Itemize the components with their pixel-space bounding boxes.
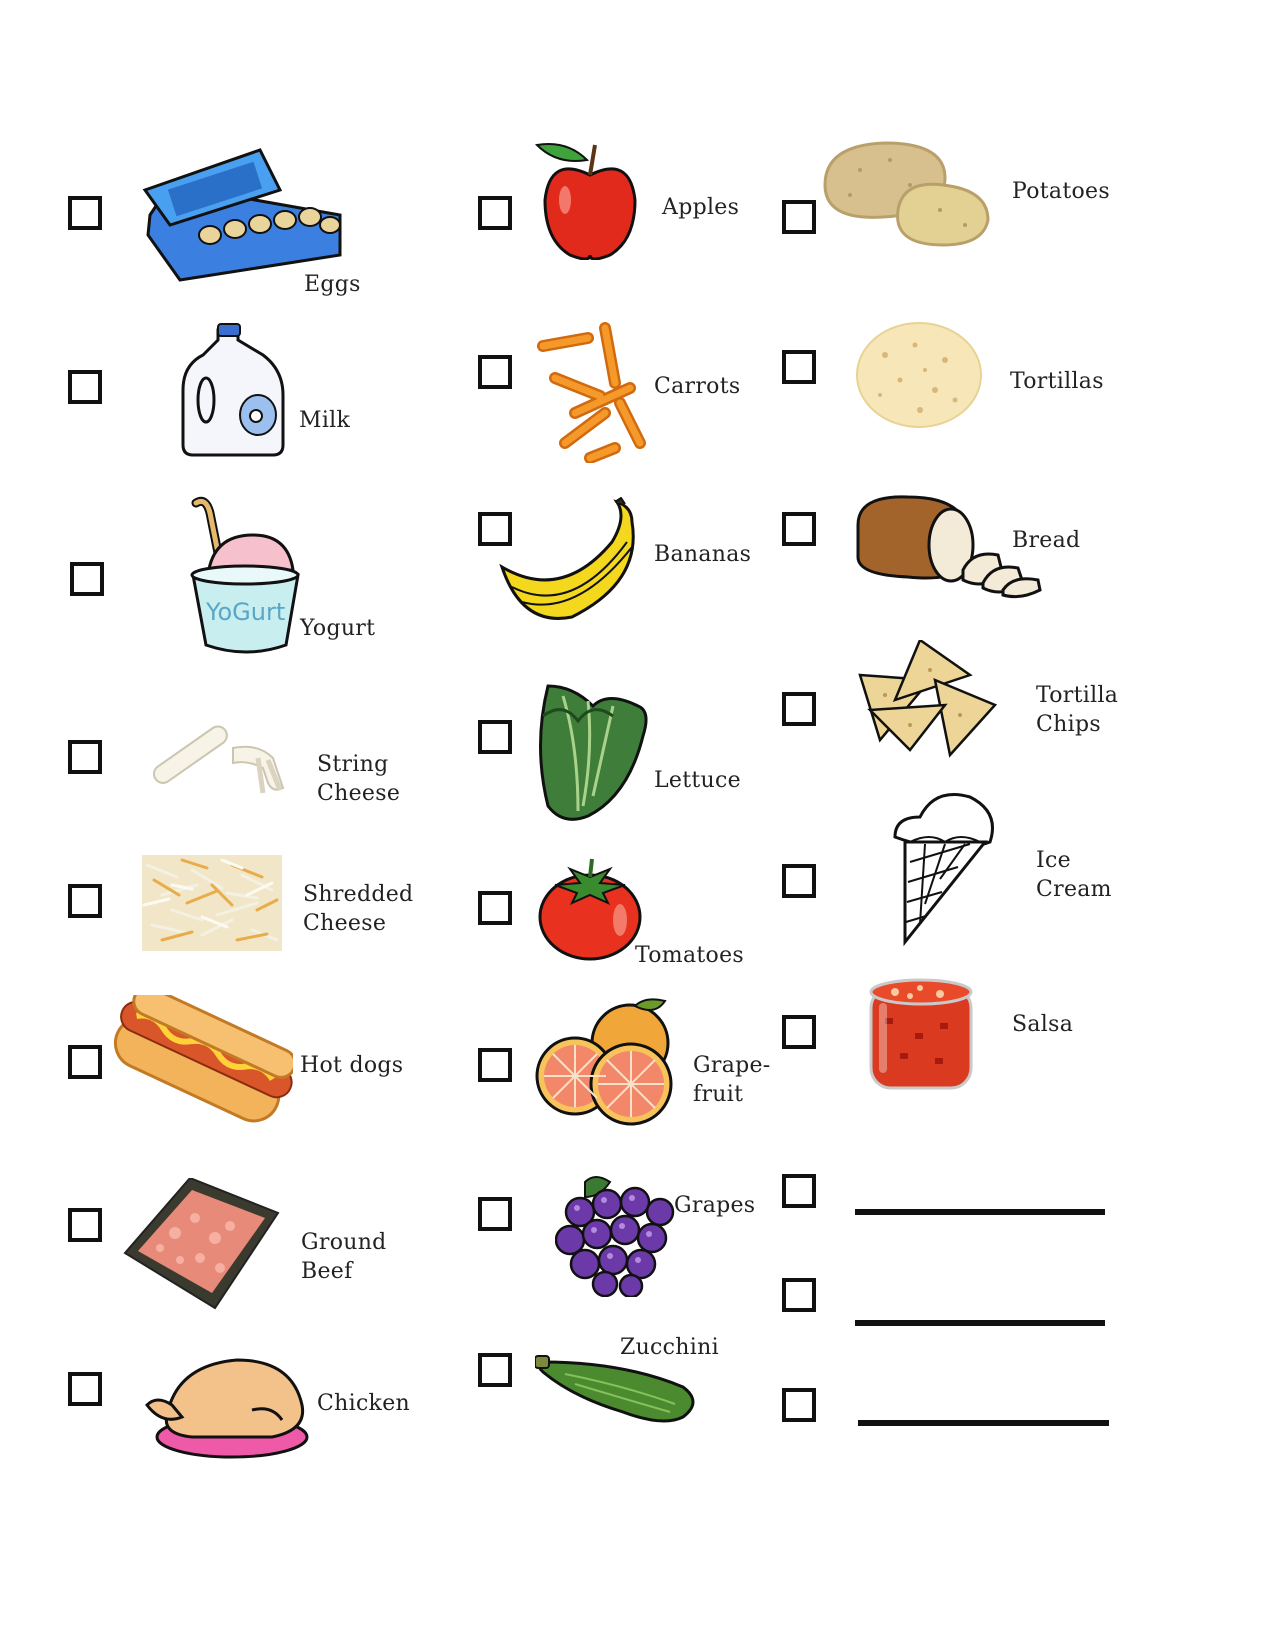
label-grapes: Grapes [674,1193,756,1218]
checkbox-potatoes[interactable] [782,200,816,234]
grapes-icon [555,1172,680,1297]
label-chicken: Chicken [317,1391,410,1416]
roast-chicken-icon [142,1355,312,1460]
label-carrots: Carrots [654,374,741,399]
checkbox-grapefruit[interactable] [478,1048,512,1082]
checkbox-tortilla-chips[interactable] [782,692,816,726]
tortilla-chips-icon [855,640,1000,758]
label-milk: Milk [299,408,351,433]
hot-dog-icon [108,995,293,1130]
lettuce-icon [533,676,655,821]
label-ice-cream: Ice Cream [1036,848,1112,902]
checkbox-ice-cream[interactable] [782,864,816,898]
salsa-jar-icon [865,978,977,1093]
label-bread: Bread [1012,528,1081,553]
tomato-icon [538,855,643,965]
string-cheese-icon [148,718,298,798]
checkbox-eggs[interactable] [68,196,102,230]
label-zucchini: Zucchini [620,1335,719,1360]
checkbox-yogurt[interactable] [70,562,104,596]
egg-carton-icon [140,145,360,285]
grapefruit-icon [535,998,680,1128]
bananas-icon [497,497,647,622]
label-lettuce: Lettuce [654,768,741,793]
checkbox-chicken[interactable] [68,1372,102,1406]
write-in-line-2[interactable] [855,1320,1105,1326]
checkbox-tortillas[interactable] [782,350,816,384]
label-shredded-cheese: Shredded Cheese [303,882,414,936]
checkbox-shredded-cheese[interactable] [68,884,102,918]
label-apples: Apples [662,195,740,220]
checkbox-blank-2[interactable] [782,1278,816,1312]
yogurt-cup-text: YoGurt [206,598,286,626]
shredded-cheese-icon [142,855,282,951]
checkbox-blank-3[interactable] [782,1388,816,1422]
yogurt-cup-icon [178,495,303,660]
checkbox-grapes[interactable] [478,1197,512,1231]
label-bananas: Bananas [654,542,752,567]
checkbox-zucchini[interactable] [478,1353,512,1387]
write-in-line-1[interactable] [855,1209,1105,1215]
checkbox-carrots[interactable] [478,355,512,389]
label-tortillas: Tortillas [1010,369,1104,394]
write-in-line-3[interactable] [858,1420,1109,1426]
apple-icon [535,140,645,260]
label-potatoes: Potatoes [1012,179,1110,204]
zucchini-icon [535,1352,700,1427]
label-salsa: Salsa [1012,1012,1074,1037]
label-ground-beef: Ground Beef [301,1230,387,1284]
potatoes-icon [820,140,995,250]
label-yogurt: Yogurt [300,616,376,641]
checkbox-milk[interactable] [68,370,102,404]
checkbox-apples[interactable] [478,196,512,230]
ice-cream-cone-icon [890,787,1000,947]
label-tortilla-chips: Tortilla Chips [1036,683,1119,737]
label-hot-dogs: Hot dogs [300,1053,404,1078]
checkbox-bread[interactable] [782,512,816,546]
checkbox-tomatoes[interactable] [478,891,512,925]
checkbox-ground-beef[interactable] [68,1208,102,1242]
ground-beef-icon [120,1178,280,1313]
checkbox-lettuce[interactable] [478,720,512,754]
checkbox-salsa[interactable] [782,1015,816,1049]
carrots-icon [535,318,650,463]
checkbox-string-cheese[interactable] [68,740,102,774]
label-grapefruit: Grape- fruit [693,1053,771,1107]
milk-jug-icon [178,320,288,460]
label-tomatoes: Tomatoes [635,943,744,968]
tortilla-icon [855,320,983,430]
checkbox-hot-dogs[interactable] [68,1045,102,1079]
checkbox-blank-1[interactable] [782,1174,816,1208]
label-eggs: Eggs [304,272,361,297]
label-string-cheese: String Cheese [317,752,401,806]
